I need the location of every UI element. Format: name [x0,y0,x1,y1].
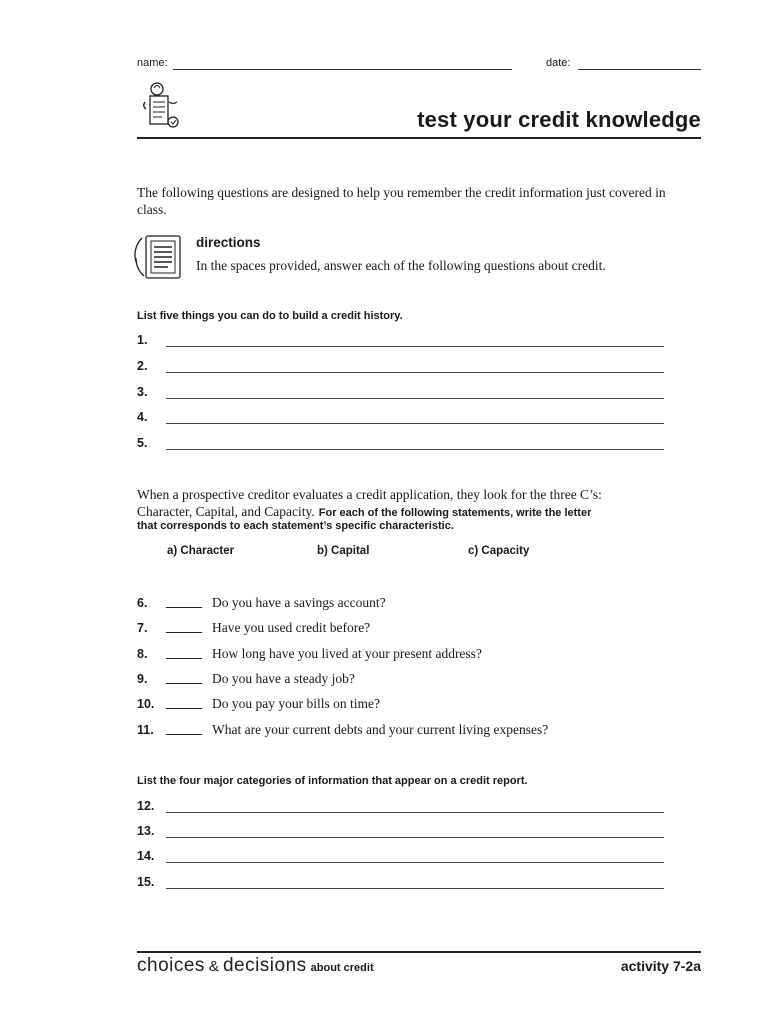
item-number: 13. [137,824,155,838]
answer-line[interactable] [166,346,664,347]
list-item [137,849,664,869]
list-item [137,875,664,895]
item-number: 12. [137,799,155,813]
footer-rule [137,951,701,953]
activity-number: activity 7-2a [620,958,701,974]
option-character: a) Character [167,545,235,557]
section2-intro-plain: Character, Capital, and Capacity. [137,504,315,519]
item-number: 15. [137,875,155,889]
question-number: 11. [137,723,154,737]
answer-blank[interactable] [166,632,202,633]
section2-intro-line2 [137,503,591,521]
answer-line[interactable] [166,837,664,838]
answer-blank[interactable] [166,734,202,735]
list-item [137,333,664,353]
question-number: 6. [137,596,148,610]
question-row [137,620,697,640]
person-document-icon [138,80,190,132]
answer-line[interactable] [166,862,664,863]
name-field[interactable] [173,68,512,70]
intro-text: The following questions are designed to help you remember the credit information just covered in class. [137,185,666,217]
answer-line[interactable] [166,423,664,424]
section2-intro-bold2: that corresponds to each statement’s specific characteristic. [137,520,454,532]
item-number: 1. [137,333,148,347]
question-number: 10. [137,697,155,711]
answer-blank[interactable] [166,683,202,684]
list-item [137,410,664,430]
list-item [137,799,664,819]
question-text: How long have you lived at your present address? [212,646,482,661]
question-row [137,671,697,691]
brand-decisions: decisions [222,955,307,976]
list-item [137,436,664,456]
question-row [137,722,697,742]
footer-brand [137,955,374,977]
brand-subtitle: about credit [310,962,374,974]
answer-line[interactable] [166,812,664,813]
section1-prompt: List five things you can do to build a credit history. [137,310,403,322]
page-title: test your credit knowledge [417,107,701,132]
list-item [137,359,664,379]
item-number: 5. [137,436,148,450]
question-number: 8. [137,647,148,661]
question-row [137,696,697,716]
question-row [137,646,697,666]
answer-line[interactable] [166,888,664,889]
list-item [137,385,664,405]
question-text: Do you have a savings account? [212,595,386,610]
section2-intro-line1: When a prospective creditor evaluates a credit application, they look for the three C’s: [137,487,602,502]
brand-choices: choices [137,955,205,976]
question-number: 9. [137,672,148,686]
section2-intro-bold1: For each of the following statements, write the letter [318,507,592,519]
list-item [137,824,664,844]
brand-ampersand: & [208,958,219,975]
answer-line[interactable] [166,372,664,373]
item-number: 14. [137,849,155,863]
document-list-icon [132,228,192,284]
item-number: 3. [137,385,148,399]
question-text: What are your current debts and your current living expenses? [212,722,549,737]
directions-heading: directions [196,235,261,250]
question-text: Have you used credit before? [212,620,371,635]
name-label: name: [137,57,168,69]
answer-blank[interactable] [166,658,202,659]
answer-line[interactable] [166,449,664,450]
question-row [137,595,697,615]
directions-text: In the spaces provided, answer each of the following questions about credit. [196,258,606,273]
question-text: Do you have a steady job? [212,671,355,686]
option-capital: b) Capital [317,545,370,557]
question-number: 7. [137,621,148,635]
date-label: date: [546,57,571,69]
item-number: 2. [137,359,148,373]
answer-blank[interactable] [166,708,202,709]
item-number: 4. [137,410,148,424]
question-text: Do you pay your bills on time? [212,696,380,711]
answer-blank[interactable] [166,607,202,608]
title-rule [137,137,701,139]
section3-prompt: List the four major categories of information that appear on a credit report. [137,775,528,787]
option-capacity: c) Capacity [468,545,530,557]
date-field[interactable] [578,68,701,70]
answer-line[interactable] [166,398,664,399]
